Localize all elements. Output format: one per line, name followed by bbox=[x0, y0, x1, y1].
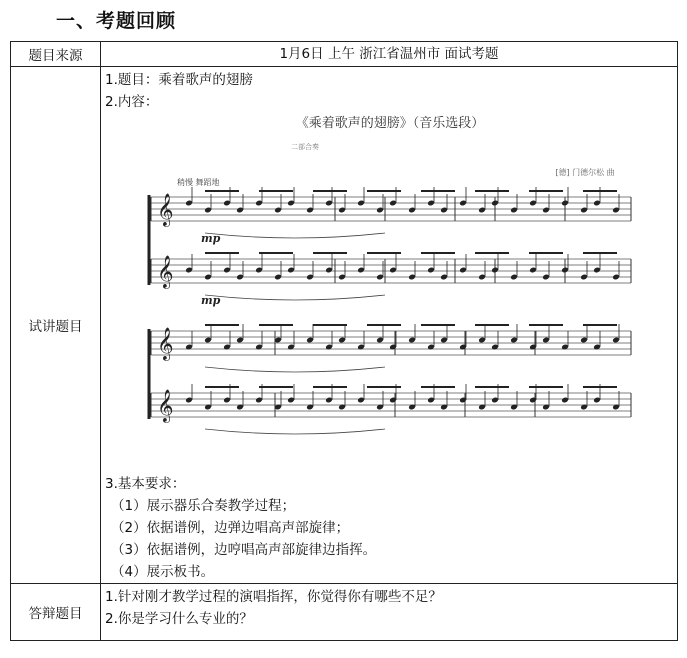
defense-row bbox=[11, 584, 678, 641]
dynamic-mark-2: mp bbox=[201, 294, 221, 307]
defense-question: 2.你是学习什么专业的？ bbox=[105, 611, 253, 627]
staff-lines bbox=[149, 187, 631, 434]
score-title: 《乘着歌声的翅膀》（音乐选段） bbox=[295, 116, 485, 131]
score-composer: [德] 门德尔松 曲 bbox=[555, 168, 615, 177]
source-value: 1月6日 上午 浙江省温州市 面试考题 bbox=[101, 42, 678, 67]
requirement-item: （4）展示板书。 bbox=[111, 564, 215, 580]
exam-table bbox=[10, 41, 678, 641]
slur-mark bbox=[205, 295, 385, 300]
treble-clef-icon: 𝄞 bbox=[157, 327, 174, 360]
section-heading: 一、考题回顾 bbox=[56, 10, 177, 32]
lecture-row bbox=[11, 67, 678, 584]
sheet-music bbox=[105, 113, 673, 473]
requirement-item: （3）依据谱例，边哼唱高声部旋律边指挥。 bbox=[111, 542, 377, 558]
source-row bbox=[11, 42, 678, 67]
requirement-item: （1）展示器乐合奏教学过程； bbox=[111, 498, 296, 514]
requirement-item: （2）依据谱例，边弹边唱高声部旋律； bbox=[111, 520, 350, 536]
content-label: 2.内容： bbox=[105, 94, 159, 110]
slur-mark bbox=[205, 233, 385, 238]
source-label: 题目来源 bbox=[11, 42, 101, 67]
slur-mark bbox=[205, 429, 385, 434]
dynamic-mark-1: mp bbox=[201, 232, 221, 245]
lecture-title: 1.题目：乘着歌声的翅膀 bbox=[105, 72, 253, 88]
treble-clef-icon: 𝄞 bbox=[157, 389, 174, 422]
defense-label: 答辩题目 bbox=[11, 584, 101, 641]
score-tempo: 稍慢 舞蹈地 bbox=[177, 178, 220, 187]
slur-mark bbox=[205, 367, 385, 372]
sheet-music-image bbox=[145, 113, 635, 473]
defense-question: 1.针对刚才教学过程的演唱指挥，你觉得你有哪些不足？ bbox=[105, 589, 442, 605]
defense-content bbox=[101, 584, 678, 641]
treble-clef-icon: 𝄞 bbox=[157, 193, 174, 226]
lecture-content bbox=[101, 67, 678, 584]
requirements-label: 3.基本要求： bbox=[105, 476, 186, 492]
score-subtitle: 二部合奏 bbox=[291, 143, 319, 151]
lecture-label: 试讲题目 bbox=[11, 67, 101, 584]
treble-clef-icon: 𝄞 bbox=[157, 255, 174, 288]
